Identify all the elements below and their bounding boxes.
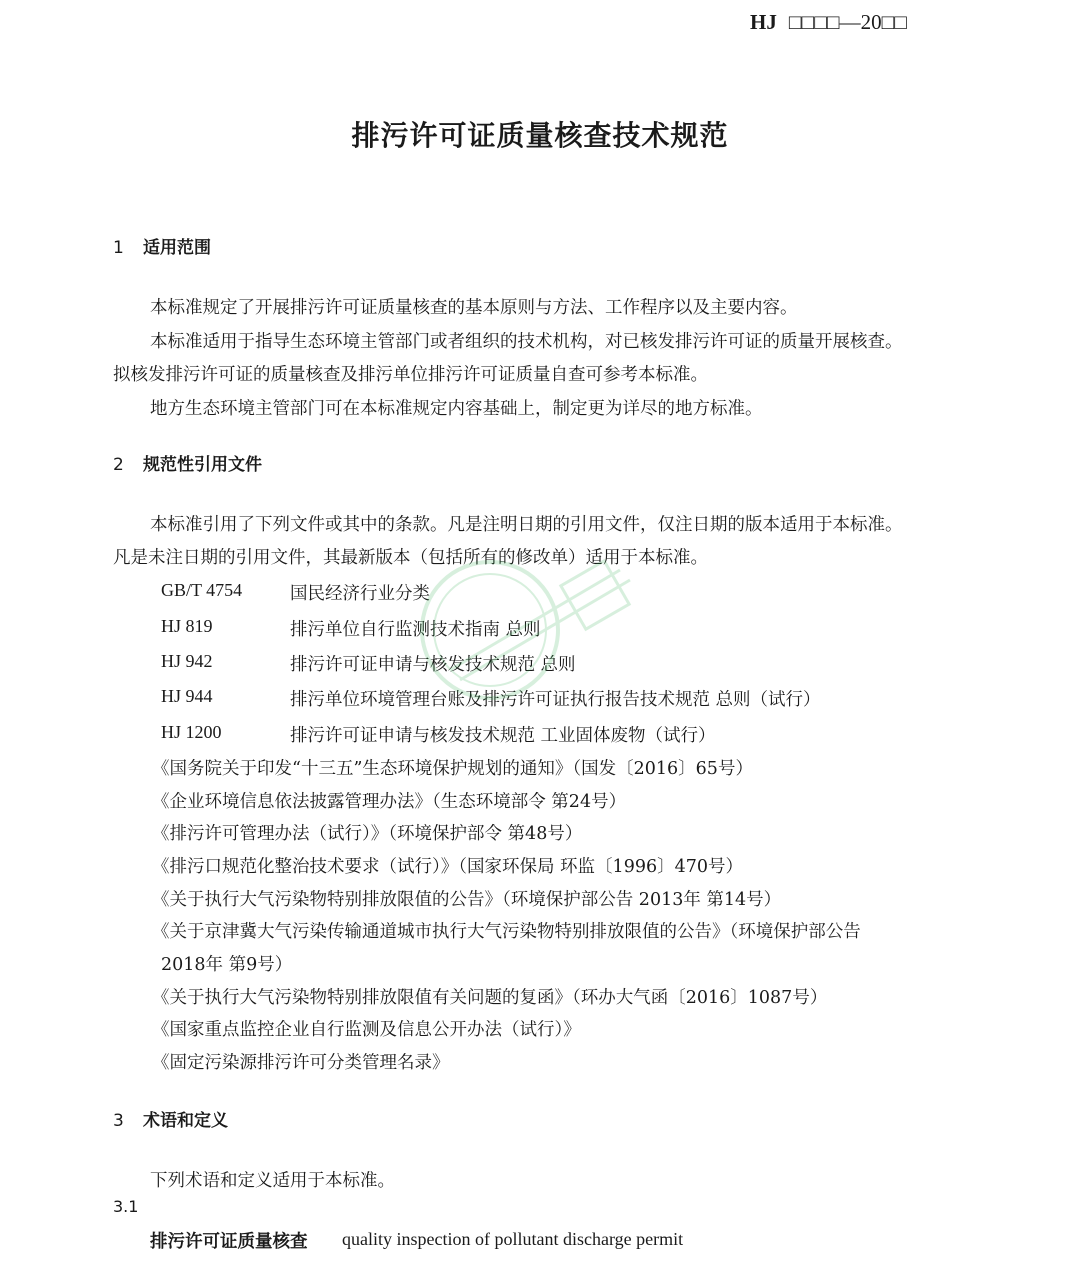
paragraph: 本标准引用了下列文件或其中的条款。凡是注明日期的引用文件，仅注日期的版本适用于本标准。 (150, 515, 903, 535)
standard-prefix: HJ (750, 10, 777, 34)
reference-code: HJ 819 (161, 616, 213, 636)
term-chinese: 排污许可证质量核查 (150, 1232, 308, 1252)
paragraph-continuation: 凡是未注日期的引用文件，其最新版本（包括所有的修改单）适用于本标准。 (113, 548, 708, 568)
section-title: 术语和定义 (143, 1111, 228, 1131)
section-1-heading (113, 233, 211, 258)
reference-code: HJ 1200 (161, 722, 222, 742)
reference-code: HJ 942 (161, 651, 213, 671)
reference-title: 国民经济行业分类 (290, 584, 430, 604)
paragraph: 地方生态环境主管部门可在本标准规定内容基础上，制定更为详尽的地方标准。 (150, 399, 763, 419)
document-reference: 《固定污染源排污许可分类管理名录》 (152, 1053, 450, 1073)
paragraph-continuation: 拟核发排污许可证的质量核查及排污单位排污许可证质量自查可参考本标准。 (113, 365, 708, 385)
term-number: 3.1 (113, 1197, 139, 1216)
paragraph: 本标准适用于指导生态环境主管部门或者组织的技术机构，对已核发排污许可证的质量开展核查。 (150, 332, 903, 352)
reference-title: 排污单位环境管理台账及排污许可证执行报告技术规范 总则（试行） (290, 690, 821, 710)
document-reference: 《关于京津冀大气污染传输通道城市执行大气污染物特别排放限值的公告》（环境保护部公告 (152, 922, 861, 942)
standard-number: □□□□—20□□ (788, 10, 907, 34)
document-reference: 《排污许可管理办法（试行）》（环境保护部令 第48号） (152, 824, 583, 844)
watermark-stamp-icon (420, 530, 660, 730)
section-title: 适用范围 (143, 238, 211, 258)
section-number: 1 (113, 238, 124, 258)
document-reference: 《企业环境信息依法披露管理办法》（生态环境部令 第24号） (152, 792, 627, 812)
section-3-heading (113, 1106, 228, 1131)
document-title: 排污许可证质量核查技术规范 (351, 119, 729, 152)
document-reference: 《国务院关于印发“十三五”生态环境保护规划的通知》（国发〔2016〕65号） (152, 759, 753, 779)
document-reference: 《排污口规范化整治技术要求（试行）》（国家环保局 环监〔1996〕470号） (152, 857, 743, 877)
section-number: 2 (113, 455, 124, 475)
section-2-heading (113, 450, 262, 475)
standard-code-header (750, 10, 907, 35)
document-reference: 《国家重点监控企业自行监测及信息公开办法（试行）》 (152, 1020, 581, 1040)
term-english: quality inspection of pollutant discharge permit (342, 1229, 684, 1249)
reference-title: 排污许可证申请与核发技术规范 工业固体废物（试行） (290, 726, 716, 746)
paragraph: 本标准规定了开展排污许可证质量核查的基本原则与方法、工作程序以及主要内容。 (150, 298, 798, 318)
document-reference: 《关于执行大气污染物特别排放限值有关问题的复函》（环办大气函〔2016〕1087号） (152, 988, 828, 1008)
reference-code: HJ 944 (161, 686, 213, 706)
reference-title: 排污单位自行监测技术指南 总则 (290, 620, 541, 640)
document-reference-continuation: 2018年 第9号） (161, 955, 293, 975)
document-reference: 《关于执行大气污染物特别排放限值的公告》（环境保护部公告 2013年 第14号） (152, 890, 782, 910)
reference-code: GB/T 4754 (161, 580, 243, 600)
section-title: 规范性引用文件 (143, 455, 262, 475)
reference-title: 排污许可证申请与核发技术规范 总则 (290, 655, 576, 675)
paragraph: 下列术语和定义适用于本标准。 (150, 1171, 395, 1191)
section-number: 3 (113, 1111, 124, 1131)
